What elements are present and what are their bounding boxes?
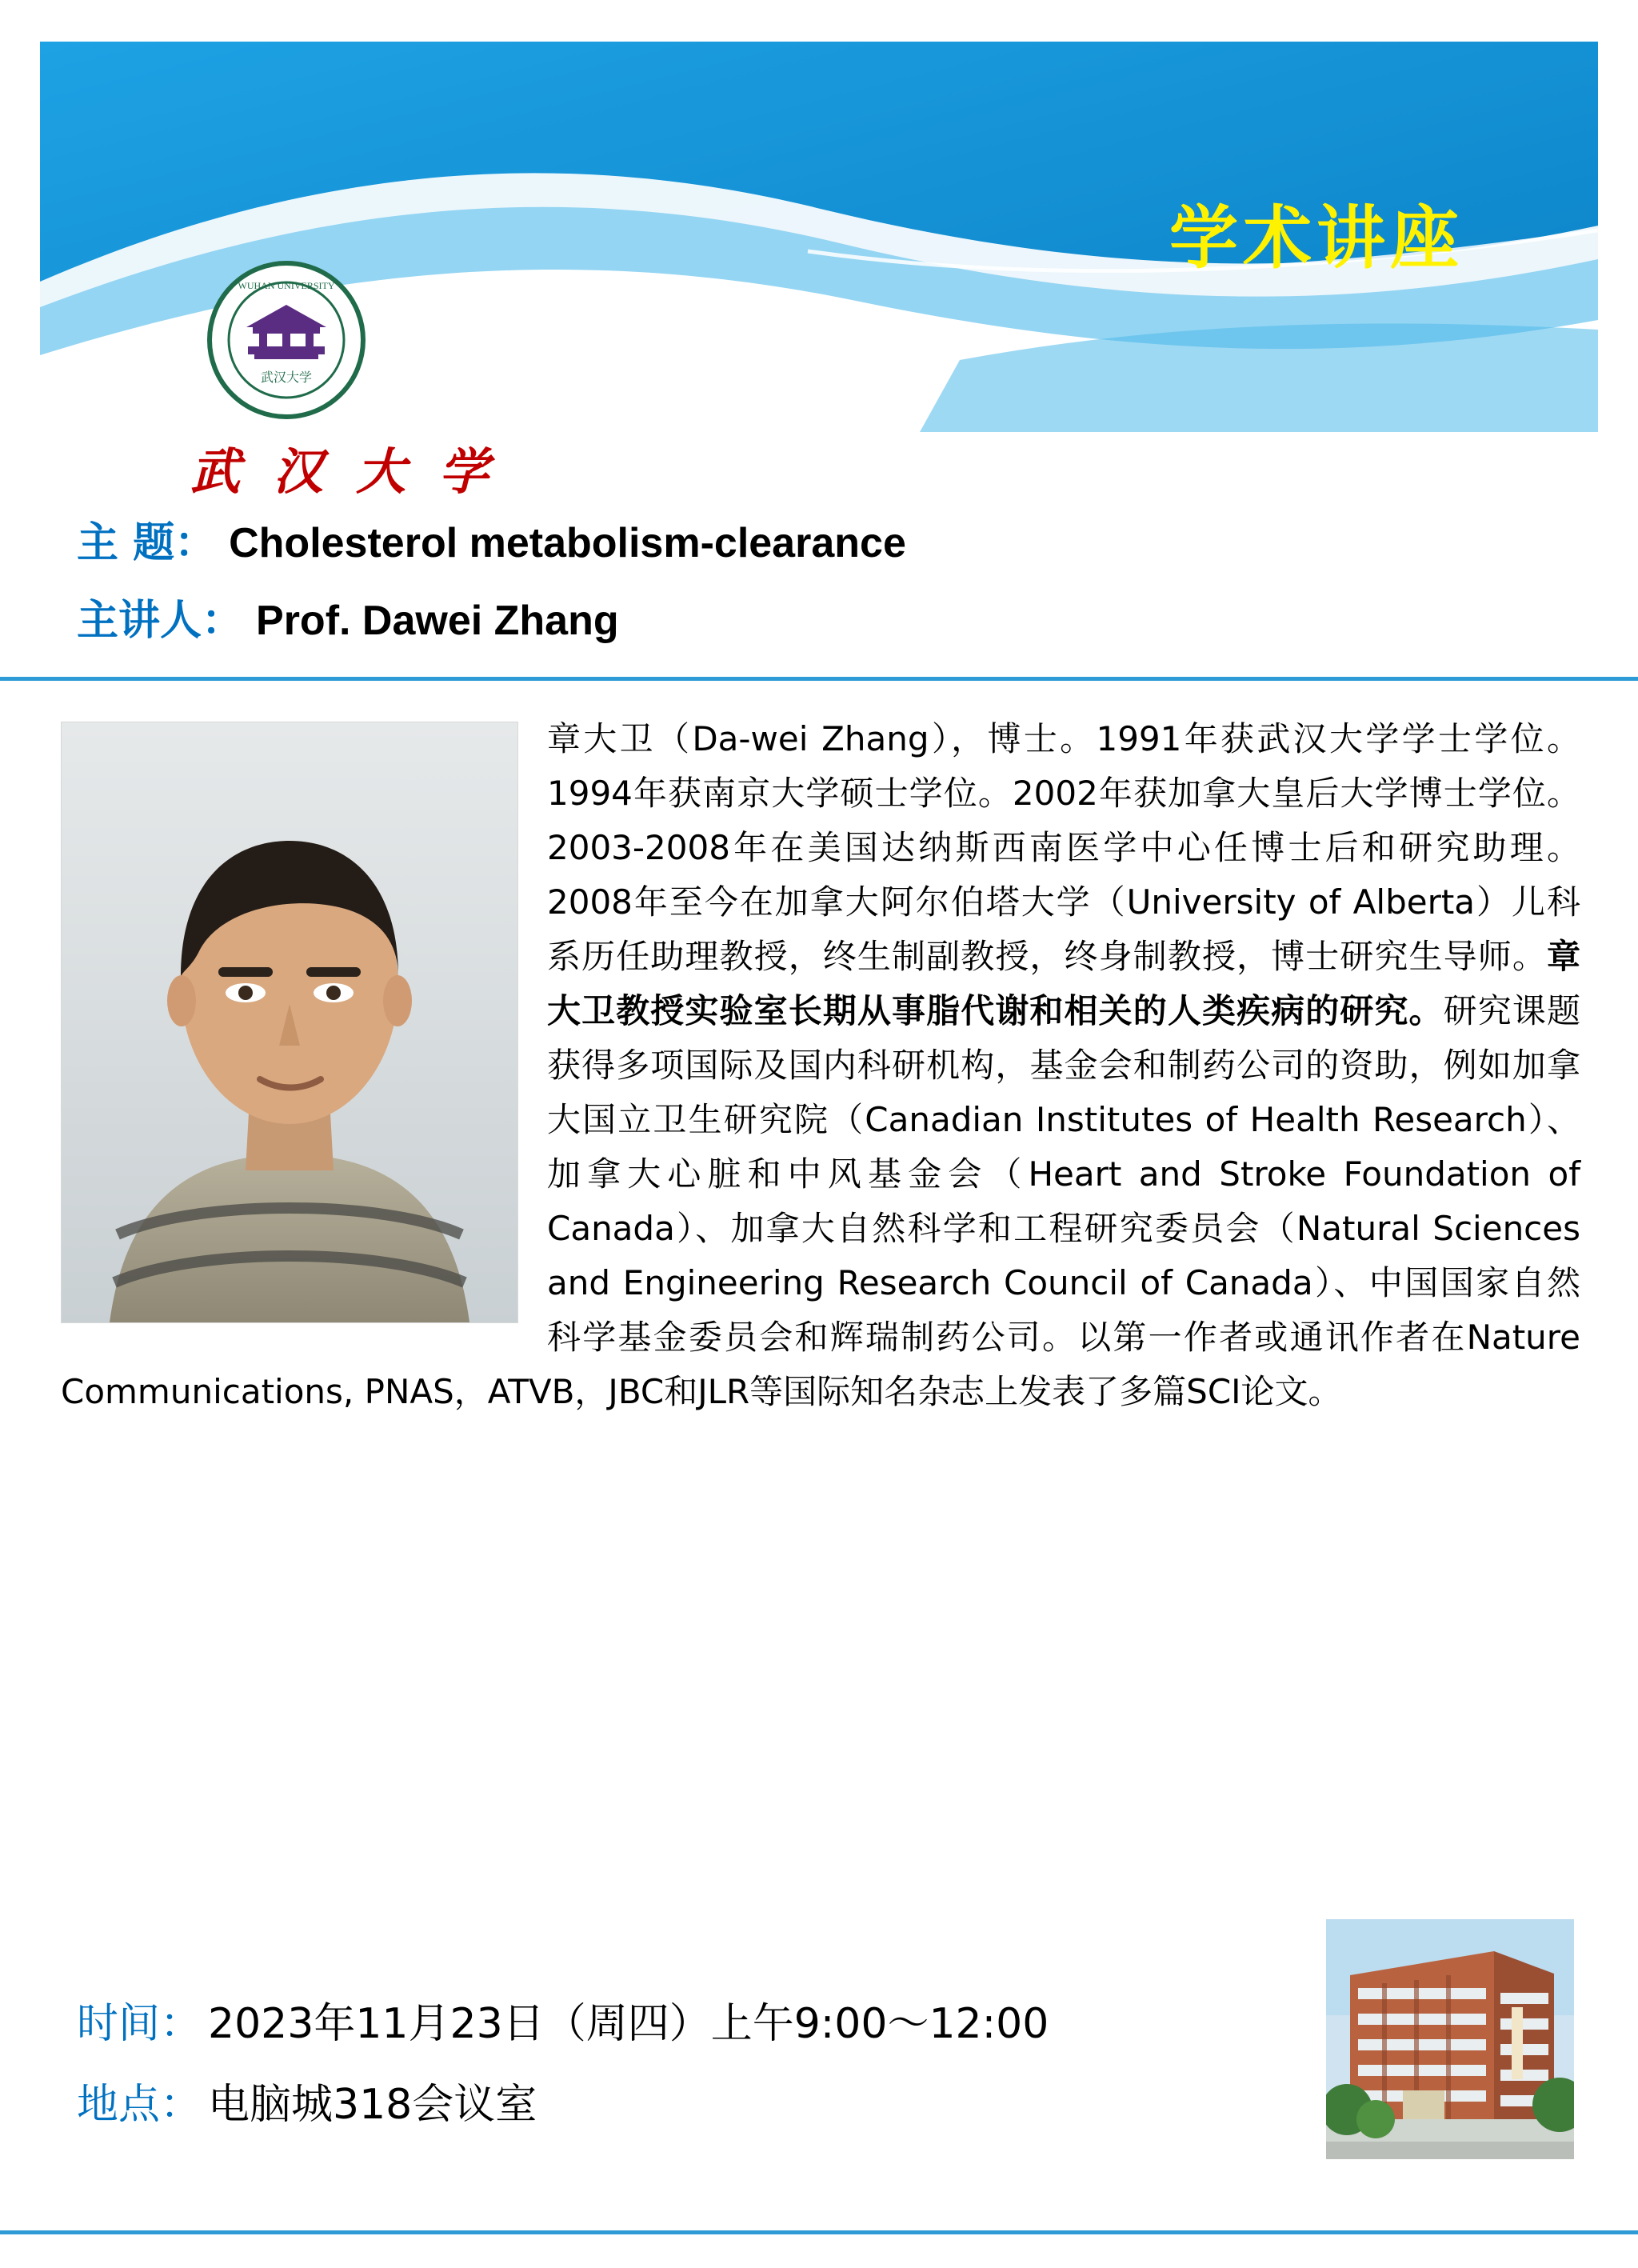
speaker-label: 主讲人： <box>77 597 244 645</box>
place-row <box>77 2070 1276 2130</box>
topic-value: Cholesterol metabolism-clearance <box>229 520 906 566</box>
event-details <box>77 1990 1276 2151</box>
topic-label: 主 题： <box>77 519 217 567</box>
time-row <box>77 1990 1276 2050</box>
speaker-row <box>77 586 1580 646</box>
svg-text:WUHAN UNIVERSITY: WUHAN UNIVERSITY <box>238 280 335 291</box>
university-seal-icon <box>206 260 366 420</box>
speaker-portrait <box>61 722 518 1323</box>
place-value: 电脑城318会议室 <box>208 2081 537 2129</box>
bio-part-2: 研究课题获得多项国际及国内科研机构，基金会和制药公司的资助，例如加拿大国立卫生研究院（Canadian Institutes of Health Research）、加拿大心脏和中风基金会（Heart and Stroke Foundation of Canada）、加拿大自然科学和工程研究委员会（Natural Sciences and Engineering Research Council of Canada）、中国国家自然科学基金委员会和辉瑞制药公司。以第一作者或通讯作者在Nature Communications, PNAS，ATVB，JBC和JLR等国际知名杂志上发表了多篇SCI论文。 <box>61 991 1580 1412</box>
bio-part-1: 章大卫（Da-wei Zhang），博士。1991年获武汉大学学士学位。1994年获南京大学硕士学位。2002年获加拿大皇后大学博士学位。2003-2008年在美国达纳斯西南医学中心任博士后和研究助理。2008年至今在加拿大阿尔伯塔大学（University of Alberta）儿科系历任助理教授，终生制副教授，终身制教授，博士研究生导师。 <box>547 719 1580 977</box>
place-label: 地点： <box>77 2081 202 2129</box>
biography-section <box>61 712 1580 1419</box>
svg-text:武汉大学: 武汉大学 <box>260 370 313 385</box>
university-name: 武 汉 大 学 <box>190 442 497 501</box>
page-title: 学术讲座 <box>1169 198 1464 278</box>
bio-highlight: 章大卫教授实验室长期从事脂代谢和相关的人类疾病的研究。 <box>547 937 1580 1031</box>
lecture-meta <box>77 509 1580 664</box>
time-label: 时间： <box>77 2000 202 2048</box>
speaker-value: Prof. Dawei Zhang <box>256 598 619 644</box>
topic-row <box>77 509 1580 569</box>
time-value: 2023年11月23日（周四）上午9:00～12:00 <box>208 2000 1049 2048</box>
header-divider <box>0 677 1638 681</box>
footer-divider <box>0 2230 1638 2234</box>
venue-building-photo <box>1326 1919 1574 2159</box>
